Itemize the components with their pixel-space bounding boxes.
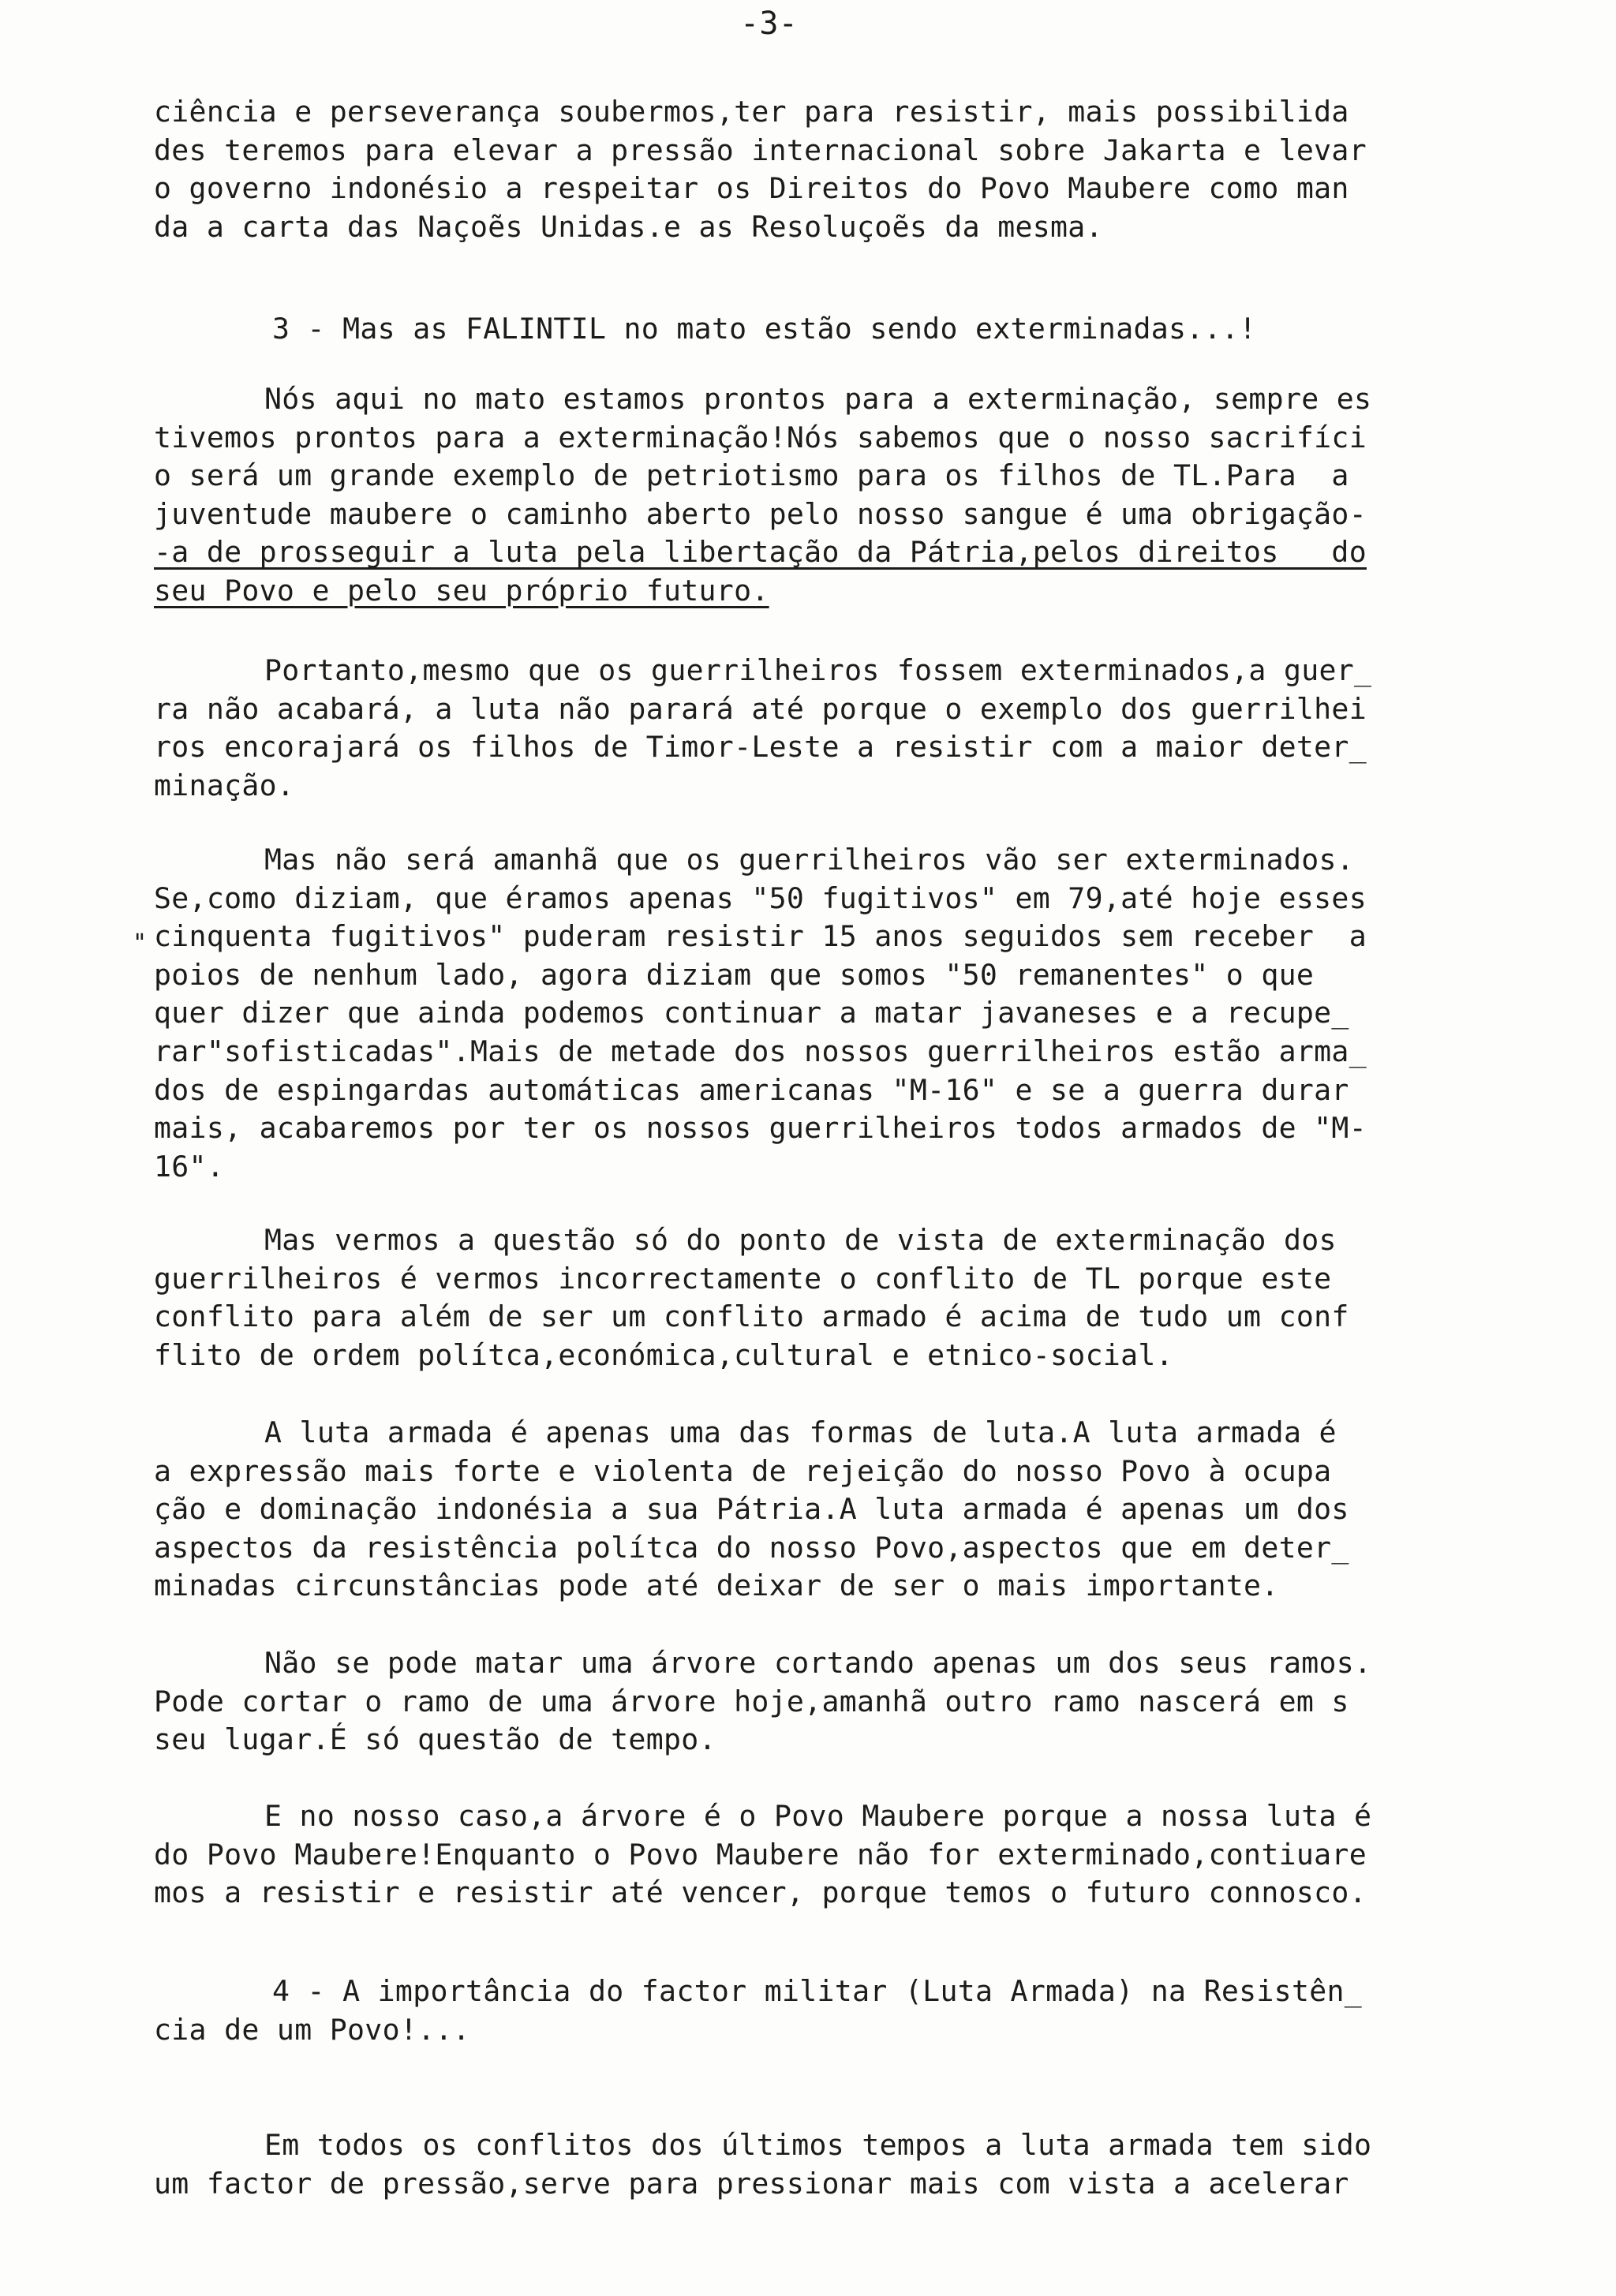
text-line: minação. bbox=[154, 768, 295, 802]
paragraph-e bbox=[154, 1414, 1527, 1606]
text-line: a expressão mais forte e violenta de rejeição do nosso Povo à ocupa bbox=[154, 1453, 1332, 1488]
text-line: E no nosso caso,a árvore é o Povo Maubere porque a nossa luta é bbox=[264, 1799, 1372, 1833]
underlined-text-line: -a de prosseguir a luta pela libertação da Pátria,pelos direitos do bbox=[154, 535, 1367, 570]
text-line: Não se pode matar uma árvore cortando apenas um dos seus ramos. bbox=[264, 1646, 1372, 1680]
text-line: ção e dominação indonésia a sua Pátria.A luta armada é apenas um dos bbox=[154, 1492, 1349, 1527]
text-line: ciência e perseverança soubermos,ter para resistir, mais possibilida bbox=[154, 95, 1349, 129]
paragraph-intro bbox=[154, 93, 1527, 246]
text-line: do Povo Maubere!Enquanto o Povo Maubere não for exterminado,contiuare bbox=[154, 1837, 1367, 1872]
paragraph-f bbox=[154, 1644, 1527, 1759]
text-line: Se,como diziam, que éramos apenas "50 fugitivos" em 79,até hoje esses bbox=[154, 881, 1367, 915]
text-line: 16". bbox=[154, 1149, 225, 1184]
text-line: Nós aqui no mato estamos prontos para a exterminação, sempre es bbox=[264, 382, 1372, 416]
text-line: guerrilheiros é vermos incorrectamente o conflito de TL porque este bbox=[154, 1261, 1332, 1296]
text-line: ra não acabará, a luta não parará até porque o exemplo dos guerrilhei bbox=[154, 691, 1367, 726]
text-line: Mas não será amanhã que os guerrilheiros vão ser exterminados. bbox=[264, 843, 1355, 877]
paragraph-d bbox=[154, 1221, 1527, 1374]
text-line: rar"sofisticadas".Mais de metade dos nossos guerrilheiros estão arma_ bbox=[154, 1034, 1367, 1068]
paragraph-h bbox=[154, 2126, 1527, 2203]
paragraph-c bbox=[154, 841, 1527, 1186]
section-heading-text: 4 - A importância do factor militar (Luta Armada) na Resistên_ bbox=[272, 1974, 1363, 2008]
text-line: flito de ordem polítca,económica,cultural e etnico-social. bbox=[154, 1337, 1173, 1372]
text-line: juventude maubere o caminho aberto pelo nosso sangue é uma obrigação- bbox=[154, 496, 1367, 531]
text-line: poios de nenhum lado, agora diziam que somos "50 remanentes" o que bbox=[154, 957, 1315, 992]
text-line: da a carta das Naçoẽs Unidas.e as Resoluçoẽs da mesma. bbox=[154, 209, 1103, 244]
text-line: des teremos para elevar a pressão internacional sobre Jakarta e levar bbox=[154, 133, 1367, 167]
text-line: Pode cortar o ramo de uma árvore hoje,amanhã outro ramo nascerá em s bbox=[154, 1684, 1349, 1718]
text-line: Portanto,mesmo que os guerrilheiros fossem exterminados,a guer_ bbox=[264, 653, 1372, 687]
section-heading-4 bbox=[154, 1973, 1527, 2049]
text-line: o governo indonésio a respeitar os Direitos do Povo Maubere como man bbox=[154, 171, 1349, 206]
text-line: um factor de pressão,serve para pressionar mais com vista a acelerar bbox=[154, 2166, 1349, 2201]
text-line: A luta armada é apenas uma das formas de luta.A luta armada é bbox=[264, 1415, 1337, 1449]
margin-quote-mark: " bbox=[133, 929, 148, 957]
text-line: Mas vermos a questão só do ponto de vista de exterminação dos bbox=[264, 1223, 1337, 1257]
section-heading-text: cia de um Povo!... bbox=[154, 2012, 470, 2047]
text-line: quer dizer que ainda podemos continuar a matar javaneses e a recupe_ bbox=[154, 996, 1349, 1030]
text-line: mais, acabaremos por ter os nossos guerrilheiros todos armados de "M- bbox=[154, 1111, 1367, 1146]
page-number: -3- bbox=[740, 6, 799, 42]
text-line: o será um grande exemplo de petriotismo para os filhos de TL.Para a bbox=[154, 458, 1349, 493]
paragraph-g bbox=[154, 1797, 1527, 1913]
text-line: aspectos da resistência polítca do nosso Povo,aspectos que em deter_ bbox=[154, 1530, 1349, 1565]
underlined-text-line: seu Povo e pelo seu próprio futuro. bbox=[154, 573, 769, 608]
text-line: cinquenta fugitivos" puderam resistir 15 anos seguidos sem receber a bbox=[154, 919, 1367, 954]
section-heading-3 bbox=[154, 310, 1527, 349]
text-line: minadas circunstâncias pode até deixar de ser o mais importante. bbox=[154, 1569, 1279, 1603]
text-line: tivemos prontos para a exterminação!Nós sabemos que o nosso sacrifíci bbox=[154, 420, 1367, 454]
text-line: ros encorajará os filhos de Timor-Leste a resistir com a maior deter_ bbox=[154, 730, 1367, 765]
text-line: Em todos os conflitos dos últimos tempos a luta armada tem sido bbox=[264, 2128, 1372, 2162]
text-line: mos a resistir e resistir até vencer, porque temos o futuro connosco. bbox=[154, 1875, 1367, 1910]
text-line: seu lugar.É só questão de tempo. bbox=[154, 1722, 716, 1757]
paragraph-b bbox=[154, 652, 1527, 805]
text-line: conflito para além de ser um conflito armado é acima de tudo um conf bbox=[154, 1299, 1349, 1334]
paragraph-a bbox=[154, 380, 1527, 611]
section-heading-text: 3 - Mas as FALINTIL no mato estão sendo exterminadas...! bbox=[272, 312, 1257, 346]
text-line: dos de espingardas automáticas americanas "M-16" e se a guerra durar bbox=[154, 1072, 1349, 1107]
